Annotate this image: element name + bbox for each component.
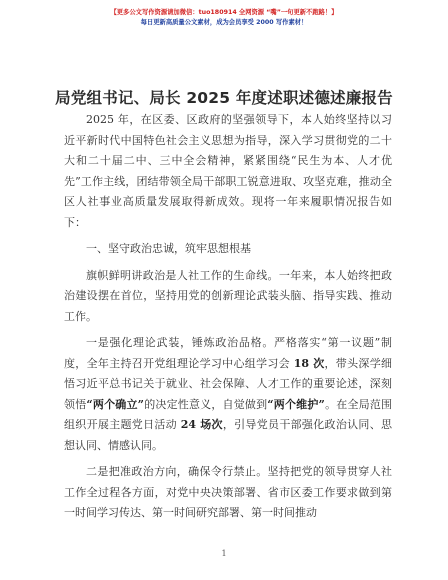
emphasis-18-sessions: 18 次 [293, 356, 325, 370]
point-2-paragraph: 二是把准政治方向，确保令行禁止。坚持把党的领导贯穿人社工作全过程各方面，对党中央决策部署、省市区委工作要求做到第一时间学习传达、第一时间研究部署、第一时间推动 [64, 465, 392, 519]
promo-line-wechat: 【更多公文写作资源请加微信：tuo180914 全网资源 “嘴”一句更新不跑路！】 [110, 9, 338, 16]
emphasis-two-safeguards: “两个维护” [267, 397, 325, 411]
point-1-text-e: 。在全局范围组织开展主题党日活动 [64, 397, 393, 431]
section-1-paragraph: 旗帜鲜明讲政治是人社工作的生命线。一年来，本人始终把政治建设摆在首位，坚持用党的创新理论武装头脑、指导实践、推动工作。 [64, 268, 392, 323]
document-title: 局党组书记、局长 2025 年度述职述德述廉报告 [55, 89, 393, 107]
point-1-text-c: ，带头深学细悟习近平总书记关于就业、社会保障、人才工作的重要论述，深刻领悟 [64, 356, 392, 411]
promo-line-membership: 每日更新高质量公文素材，成为会员享受 2000 写作素材！ [140, 19, 308, 26]
page-number: 1 [221, 549, 227, 558]
point-1-text-d: 的决定性意义，自觉做到 [144, 397, 268, 411]
promo-header [100, 8, 348, 28]
emphasis-two-establishes: “两个确立” [86, 397, 144, 411]
document-body [64, 110, 392, 524]
point-1-text-a: 一是强化理论武装，锤炼政治品格。严格落实“第一议题”制度，全年主持召开党组理论学习中心组学习会 [64, 336, 392, 370]
point-1-paragraph [64, 333, 392, 456]
emphasis-24-events: 24 场次 [180, 418, 223, 431]
section-heading-1: 一、坚守政治忠诚，筑牢思想根基 [86, 242, 251, 255]
intro-paragraph: 2025 年，在区委、区政府的坚强领导下，本人始终坚持以习近平新时代中国特色社会主义思想为指导，深入学习贯彻党的二十大和二十届二中、三中全会精神，紧紧围绕“民生为本、人才优先”工作主线，团结带领全局干部职工锐意进取、攻坚克难，推动全区人社事业高质量发展取得新成效。现将一年来履职情况报告如下： [64, 113, 392, 229]
point-1-text-f: ，引导党员干部强化政治认同、思想认同、情感认同。 [64, 418, 393, 452]
